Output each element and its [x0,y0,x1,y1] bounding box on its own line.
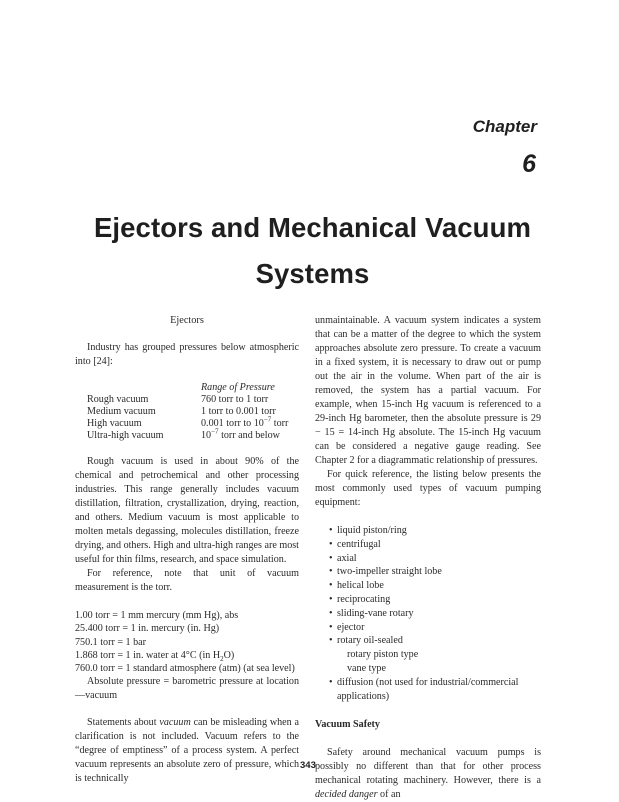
list-item: • axial [330,552,541,566]
conversion-equations [75,609,299,702]
range-value [201,427,299,442]
table-row [75,430,299,442]
chapter-title: Ejectors and Mechanical Vacuum Systems [93,212,532,289]
range-header: Range of Pressure [201,382,275,393]
table-row [75,394,299,406]
intro-paragraph: Industry has grouped pressures below atmospheric into [24]: [75,342,299,367]
safety-paragraph [315,746,541,802]
equation-line [75,649,299,662]
absolute-pressure-line: Absolute pressure = barometric pressure at location—vacuum [75,676,299,701]
chapter-number: 6 [522,150,536,178]
right-column [315,314,541,802]
range-exponent: −7 [263,415,272,424]
list-item: • helical lobe [330,579,541,593]
list-item: • ejector [330,621,541,635]
safety-italic: decided danger [315,789,378,801]
range-name: High vacuum [87,418,142,429]
range-name: Ultra-high vacuum [87,430,164,441]
eq-water-prefix: 1.868 torr = 1 in. water at 4°C (in H [75,649,221,661]
left-column [75,314,299,786]
table-row [75,418,299,430]
list-item: • reciprocating [330,593,541,607]
list-item: • rotary oil-sealed [330,634,541,648]
equation-line: 760.0 torr = 1 standard atmosphere (atm) (at sea level) [75,663,295,675]
statements-text-a: Statements about [87,717,160,729]
list-item: • centrifugal [330,538,541,552]
statements-text-b: can be misleading when a clarification is not included. Vacuum refers to the “degree of emptiness” of a process system. A perfect vacuum represents an absolute zero of pressure, which is technically [75,717,299,785]
eq-water-subscript: 2 [220,654,224,663]
pressure-range-table [75,382,299,442]
eq-water-suffix: O) [223,649,235,661]
section-heading-ejectors: Ejectors [170,315,204,326]
range-suffix: torr [271,418,289,429]
safety-text-b: of an [377,789,401,801]
statements-italic: vacuum [159,717,191,729]
equipment-list [315,524,541,703]
table-header-row [75,382,299,394]
range-name: Rough vacuum [87,394,149,405]
page-number: 343 [300,760,316,771]
sub-list-item: vane type [347,662,386,674]
equation-line: 25.400 torr = 1 in. mercury (in. Hg) [75,623,220,635]
range-prefix: 0.001 torr to 10 [201,418,264,429]
list-item: • two-impeller straight lobe [330,565,541,579]
range-prefix: 10 [201,430,212,441]
range-value: 1 torr to 0.001 torr [201,406,276,417]
quick-reference-paragraph: For quick reference, the listing below presents the most commonly used types of vacuum pumping equipment: [315,469,541,508]
safety-text-a: Safety around mechanical vacuum pumps is possibly no different than that for other process mechanical rotating machinery. However, there is a [315,747,541,787]
list-item: • liquid piston/ring [330,524,541,538]
range-exponent: −7 [211,427,219,436]
equation-line: 750.1 torr = 1 bar [75,636,147,648]
list-item: • sliding-vane rotary [330,607,541,621]
list-item: • diffusion (not used for industrial/commercial applications) [330,676,541,704]
range-value: 760 torr to 1 torr [201,394,269,405]
reference-paragraph: For reference, note that unit of vacuum measurement is the torr. [75,568,299,593]
sub-list-item: rotary piston type [347,649,419,661]
range-name: Medium vacuum [87,406,156,417]
chapter-label: Chapter [472,117,537,136]
continued-paragraph: unmaintainable. A vacuum system indicates a system that can be a matter of the degree to which the system approaches absolute zero pressure. To create a vacuum in a fixed system, it is necessary to draw out or pump out the air in the volume. When part of the air is removed, the system has a partial vacuum. For example, when 15-inch Hg vacuum is referenced to a 29-inch Hg barometer, then the absolute pressure is 29 − 15 = 14-inch Hg absolute. The 15-inch Hg vacuum can be considered a negative gauge reading. See Chapter 2 for a diagrammatic relationship of pressures. [315,315,541,466]
rough-vacuum-paragraph: Rough vacuum is used in about 90% of the chemical and petrochemical and other processing industries. This range generally includes vacuum distillation, filtration, crystallization, drying, reaction, and others. Medium vacuum is most applicable to molten metals degassing, molecules distillation, freeze drying, and others. High and ultra-high ranges are most useful for thin films, research, and space simulation. [75,456,299,565]
equation-line: 1.00 torr = 1 mm mercury (mm Hg), abs [75,610,239,621]
range-suffix: torr and below [218,430,280,441]
section-heading-vacuum-safety: Vacuum Safety [315,719,380,731]
statements-paragraph [75,716,299,786]
